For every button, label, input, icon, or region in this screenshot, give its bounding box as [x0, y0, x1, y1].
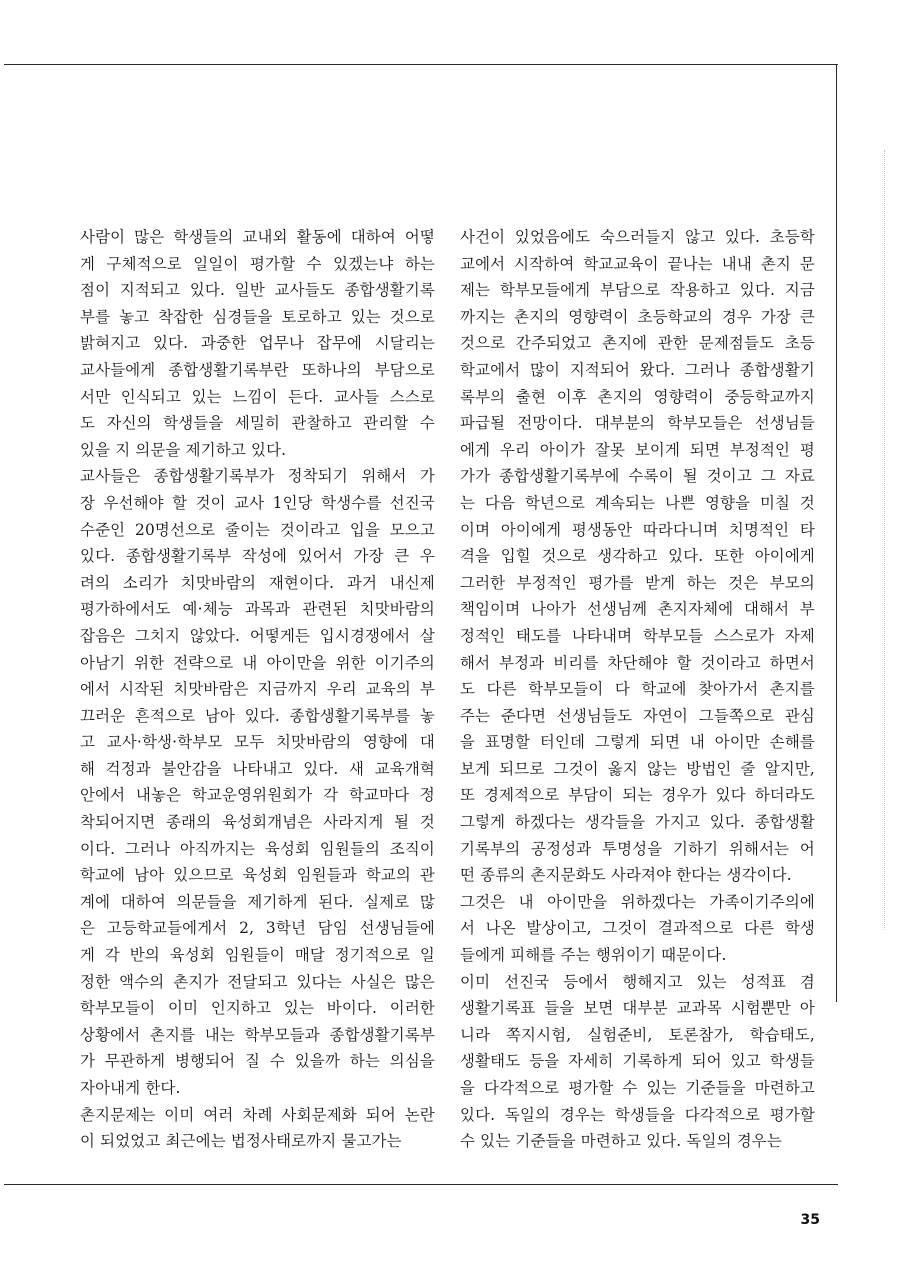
text-line: 파급될 전망이다. 대부분의 학부모들은 선생님들: [460, 414, 815, 433]
text-line: 장 우선해야 할 것이 교사 1인당 학생수를 선진국: [80, 493, 435, 512]
text-line: 수 있는 기준들을 마련하고 있다. 독일의 경우는: [460, 1132, 782, 1151]
text-line: 격을 입힐 것으로 생각하고 있다. 또한 아이에게: [460, 547, 815, 566]
text-line: 이미 선진국 등에서 행해지고 있는 성적표 겸: [460, 972, 815, 991]
text-line: 그것은 내 아이만을 위하겠다는 가족이기주의에: [460, 892, 815, 911]
text-line: 정적인 태도를 나타내며 학부모들 스스로가 자제: [460, 626, 815, 645]
text-line: 록부의 출현 이후 촌지의 영향력이 중등학교까지: [460, 387, 815, 406]
text-line: 또 경제적으로 부담이 되는 경우가 있다 하더라도: [460, 786, 815, 805]
text-line: 잡음은 그치지 않았다. 어떻게든 입시경쟁에서 살: [80, 626, 435, 645]
text-line: 끄러운 흔적으로 남아 있다. 종합생활기록부를 놓: [80, 706, 435, 725]
text-line: 이 되었었고 최근에는 법정사태로까지 물고가는: [80, 1132, 402, 1151]
text-line: 있다. 독일의 경우는 학생들을 다각적으로 평가할: [460, 1105, 815, 1124]
text-line: 생활기록표 들을 보면 대부분 교과목 시험뿐만 아: [460, 999, 815, 1018]
text-line: 착되어지면 종래의 육성회개념은 사라지게 될 것: [80, 813, 435, 832]
top-border-rule: [4, 64, 838, 65]
text-line: 해서 부정과 비리를 차단해야 할 것이라고 하면서: [460, 653, 815, 672]
text-line: 주는 준다면 선생님들도 자연이 그들쪽으로 관심: [460, 706, 815, 725]
text-line: 수준인 20명선으로 줄이는 것이라고 입을 모으고: [80, 520, 435, 539]
text-line: 교사들은 종합생활기록부가 정착되기 위해서 가: [80, 467, 435, 486]
text-line: 는 다음 학년으로 계속되는 나쁜 영향을 미칠 것: [460, 493, 815, 512]
text-line: 것으로 간주되었고 촌지에 관한 문제점들도 초등: [460, 334, 815, 353]
page-number: 35: [800, 1212, 820, 1228]
text-line: 니라 쪽지시험, 실험준비, 토론참가, 학습태도,: [460, 1025, 815, 1044]
text-line: 학교에 남아 있으므로 육성회 임원들과 학교의 관: [80, 866, 435, 885]
text-line: 에서 시작된 치맛바람은 지금까지 우리 교육의 부: [80, 680, 435, 699]
text-line: 상황에서 촌지를 내는 학부모들과 종합생활기록부: [80, 1025, 435, 1044]
text-line: 도 다른 학부모들이 다 학교에 찾아가서 촌지를: [460, 680, 815, 699]
text-line: 교에서 시작하여 학교교육이 끝나는 내내 촌지 문: [460, 254, 815, 273]
bottom-border-rule: [4, 1184, 838, 1185]
text-line: 에게 우리 아이가 잘못 보이게 되면 부정적인 평: [460, 440, 815, 459]
text-line: 안에서 내놓은 학교운영위원회가 각 학교마다 정: [80, 786, 435, 805]
text-line: 학부모들이 이미 인지하고 있는 바이다. 이러한: [80, 999, 435, 1018]
text-line: 게 각 반의 육성회 임원들이 매달 정기적으로 일: [80, 946, 435, 965]
text-line: 서 나온 발상이고, 그것이 결과적으로 다른 학생: [460, 919, 815, 938]
text-line: 기록부의 공정성과 투명성을 기하기 위해서는 어: [460, 839, 815, 858]
text-line: 정한 액수의 촌지가 전달되고 있다는 사실은 많은: [80, 972, 435, 991]
text-line: 을 다각적으로 평가할 수 있는 기준들을 마련하고: [460, 1079, 815, 1097]
text-line: 학교에서 많이 지적되어 왔다. 그러나 종합생활기: [460, 360, 815, 379]
text-line: 자아내게 한다.: [80, 1079, 181, 1097]
text-line: 가가 종합생활기록부에 수록이 될 것이고 그 자료: [460, 467, 815, 486]
text-line: 을 표명할 터인데 그렇게 되면 내 아이만 손해를: [460, 733, 815, 752]
text-line: 고 교사·학생·학부모 모두 치맛바람의 영향에 대: [80, 733, 435, 752]
text-line: 있을 지 의문을 제기하고 있다.: [80, 440, 287, 459]
text-line: 사람이 많은 학생들의 교내외 활동에 대하여 어떻: [80, 228, 435, 246]
left-text-column: [80, 224, 435, 1155]
text-line: 부를 놓고 착잡한 심경들을 토로하고 있는 것으로: [80, 307, 435, 326]
text-line: 점이 지적되고 있다. 일반 교사들도 종합생활기록: [80, 281, 435, 300]
text-line: 계에 대하여 의문들을 제기하게 된다. 실제로 많: [80, 892, 435, 911]
right-border-rule: [836, 64, 837, 1002]
text-line: 해 걱정과 불안감을 나타내고 있다. 새 교육개혁: [80, 759, 435, 778]
text-line: 아남기 위한 전략으로 내 아이만을 위한 이기주의: [80, 653, 435, 672]
text-line: 사건이 있었음에도 숙으러들지 않고 있다. 초등학: [460, 228, 815, 246]
text-line: 려의 소리가 치맛바람의 재현이다. 과거 내신제: [80, 573, 435, 592]
text-line: 가 무관하게 병행되어 질 수 있을까 하는 의심을: [80, 1052, 435, 1071]
text-line: 도 자신의 학생들을 세밀히 관찰하고 관리할 수: [80, 414, 435, 433]
right-text-column: [460, 224, 815, 1155]
text-line: 은 고등학교들에게서 2, 3학년 담임 선생님들에: [80, 919, 435, 938]
text-line: 제는 학부모들에게 부담으로 작용하고 있다. 지금: [460, 281, 815, 300]
binding-margin-line: [884, 150, 885, 930]
text-line: 게 구체적으로 일일이 평가할 수 있겠는냐 하는: [80, 254, 435, 273]
text-line: 교사들에게 종합생활기록부란 또하나의 부담으로: [80, 360, 435, 379]
text-line: 까지는 촌지의 영향력이 초등학교의 경우 가장 큰: [460, 307, 815, 326]
text-line: 있다. 종합생활기록부 작성에 있어서 가장 큰 우: [80, 547, 435, 566]
text-line: 들에게 피해를 주는 행위이기 때문이다.: [460, 946, 727, 965]
text-line: 평가하에서도 예·체능 과목과 관련된 치맛바람의: [80, 600, 435, 619]
text-line: 밝혀지고 있다. 과중한 업무나 잡무에 시달리는: [80, 334, 435, 353]
text-line: 그렇게 하겠다는 생각들을 가지고 있다. 종합생활: [460, 813, 815, 832]
text-line: 서만 인식되고 있는 느낌이 든다. 교사들 스스로: [80, 387, 435, 406]
text-line: 촌지문제는 이미 여러 차례 사회문제화 되어 논란: [80, 1105, 435, 1124]
text-line: 그러한 부정적인 평가를 받게 하는 것은 부모의: [460, 573, 815, 592]
text-line: 떤 종류의 촌지문화도 사라져야 한다는 생각이다.: [460, 866, 792, 885]
text-line: 생활태도 등을 자세히 기록하게 되어 있고 학생들: [460, 1052, 815, 1071]
text-line: 보게 되므로 그것이 옳지 않는 방법인 줄 알지만,: [460, 759, 815, 778]
text-line: 이며 아이에게 평생동안 따라다니며 치명적인 타: [460, 520, 815, 539]
text-line: 이다. 그러나 아직까지는 육성회 임원들의 조직이: [80, 839, 435, 858]
text-line: 책임이며 나아가 선생님께 촌지자체에 대해서 부: [460, 600, 815, 619]
